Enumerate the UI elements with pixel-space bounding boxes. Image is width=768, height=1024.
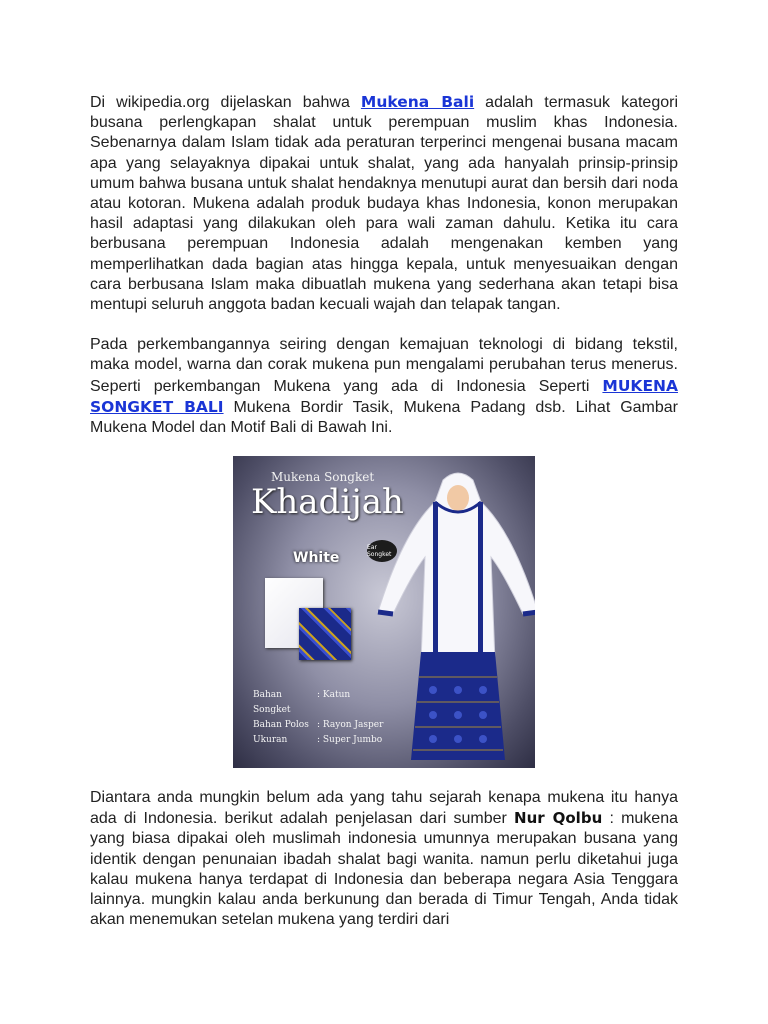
model-figure [373,462,535,762]
songket-fabric-swatch [299,608,351,660]
spec-row: Ukuran : Super Jumbo [253,735,383,745]
document-body [90,92,678,438]
product-color: White [293,550,340,566]
document-body-continued [90,788,678,930]
spec-row: Bahan Songket : Katun [253,690,351,715]
paragraph-intro: Di wikipedia.org dijelaskan bahwa Mukena Bali adalah termasuk kategori busana perlengkapan shalat untuk perempuan muslim khas Indonesia. Sebenarnya dalam Islam tidak ada peraturan terperinci mengenai busana macam apa yang selayaknya dipakai untuk shalat, yang ada hanyalah prinsip-prinsip umum bahwa busana untuk shalat hendaknya menutupi aurat dan bersih dari noda atau kotoran. Mukena adalah produk budaya khas Indonesia, konon merupakan hasil adaptasi yang dilakukan oleh para wali zaman dahulu. Ketika itu cara berbusana perempuan Indonesia adalah mengenakan kemben yang memperlihatkan dada bagian atas hingga kepala, untuk menyesuaikan dengan cara berbusana Islam maka dibuatlah mukena yang sederhana akan tetapi bisa mentupi seluruh anggota badan kecuali wajah dan telapak tangan. [90,93,679,314]
mukena-bali-link[interactable]: Mukena Bali [360,93,475,111]
product-badge: Ear Songket [367,540,397,562]
paragraph-development: Pada perkembangannya seiring dengan kemajuan teknologi di bidang tekstil, maka model, warna dan corak mukena pun mengalami perubahan terus menerus. Seperti perkembangan Mukena yang ada di Indonesia Seperti MUKENA SONGKET BALI Mukena Bordir Tasik, Mukena Padang dsb. Lihat Gambar Mukena Model dan Motif Bali di Bawah Ini. [90,336,679,437]
product-image-khadijah [233,456,535,768]
product-subtitle: Mukena Songket [271,470,375,484]
paragraph-history: Diantara anda mungkin belum ada yang tahu sejarah kenapa mukena itu hanya ada di Indonesia. berikut adalah penjelasan dari sumber Nur Qolbu : mukena yang biasa dipakai oleh muslimah indonesia umunnya merupakan busana yang identik dengan penunaian ibadah shalat bagi wanita. namun perlu diketahui juga kalau mukena hanya terdapat di Indonesia dan beberapa negara Asia Tenggara lainnya. mungkin kalau anda berkunung dan berada di Timur Tengah, Anda tidak akan menemukan setelan mukena yang terdiri dari [90,789,679,929]
source-name: Nur Qolbu [514,809,603,828]
product-title: Khadijah [251,482,404,522]
mukena-songket-bali-link[interactable]: MUKENA SONGKET BALI [90,376,678,416]
product-specs [253,688,383,748]
spec-row: Bahan Polos : Rayon Jasper [253,720,384,730]
